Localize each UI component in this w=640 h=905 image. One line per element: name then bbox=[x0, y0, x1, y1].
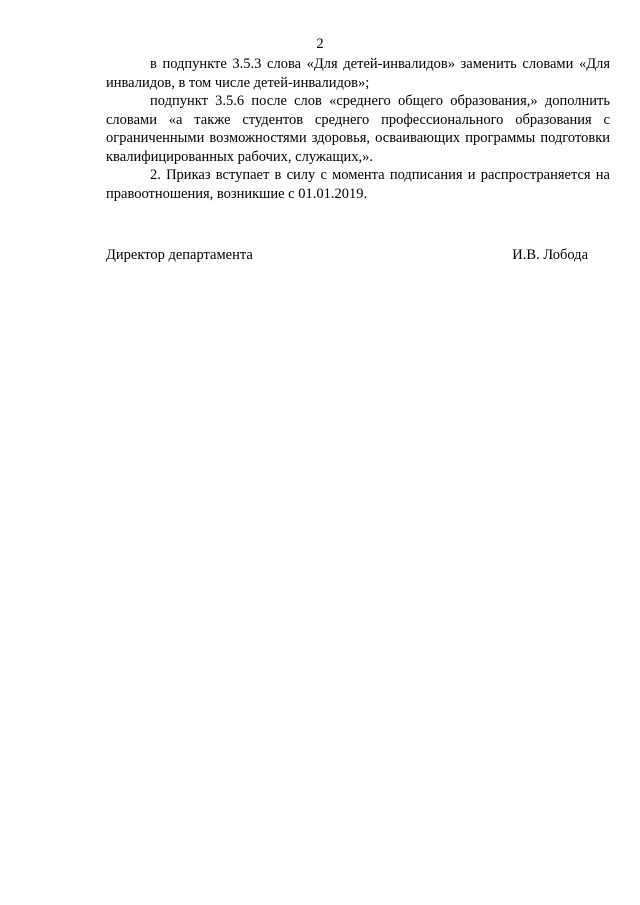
paragraph-subpoint-3-5-3: в подпункте 3.5.3 слова «Для детей-инвалидов» заменить словами «Для инвалидов, в том числе детей-инвалидов»; bbox=[106, 56, 610, 91]
paragraph-order-effective: 2. Приказ вступает в силу с момента подписания и распространяется на правоотношения, возникшие с 01.01.2019. bbox=[106, 167, 610, 202]
signature-block bbox=[106, 246, 588, 264]
paragraph-subpoint-3-5-6: подпункт 3.5.6 после слов «среднего общего образования,» дополнить словами «а также студентов среднего профессионального образования с ограниченными возможностями здоровья, осваивающих программы подготовки квалифицированных рабочих, служащих,». bbox=[106, 93, 610, 165]
signatory-name: И.В. Лобода bbox=[512, 247, 588, 263]
page-number: 2 bbox=[316, 36, 324, 52]
signatory-position: Директор департамента bbox=[106, 247, 253, 263]
document-body bbox=[106, 55, 610, 203]
